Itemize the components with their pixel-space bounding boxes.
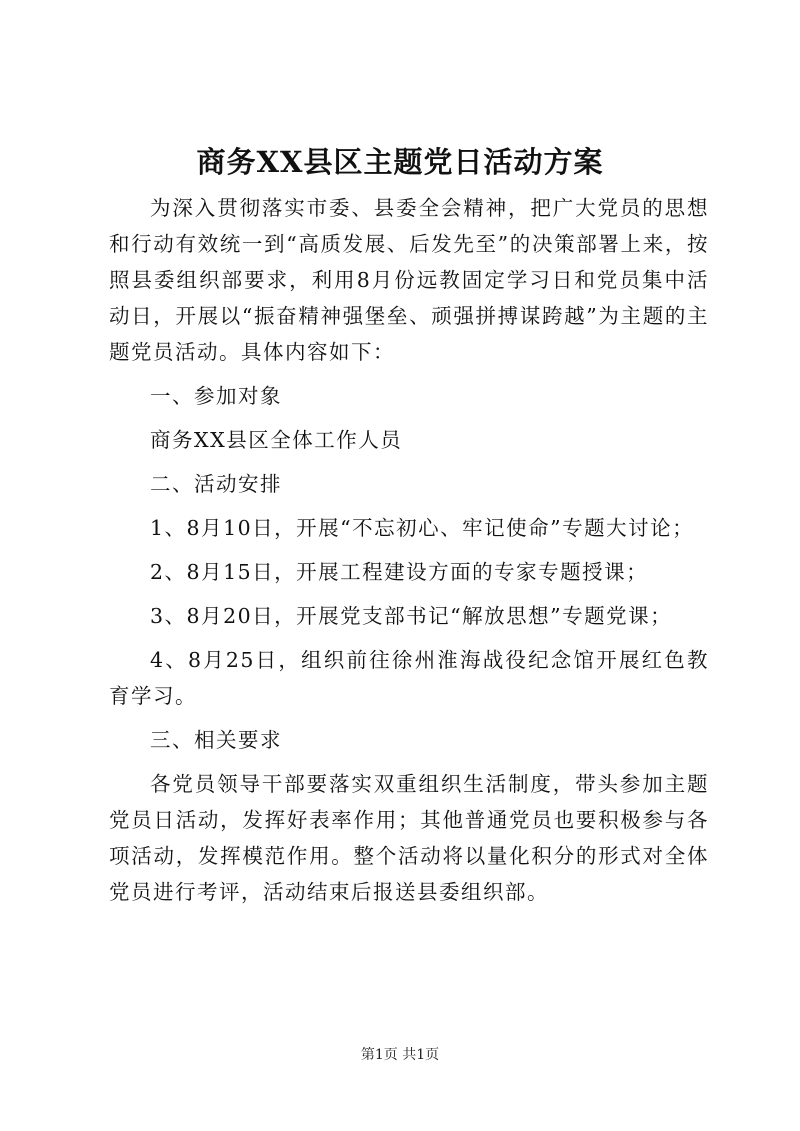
page-footer: 第1页 共1页 (360, 1047, 440, 1063)
document-body (109, 190, 709, 910)
document-title: 商务XX县区主题党日活动方案 (196, 145, 604, 179)
requirements-paragraph: 各党员领导干部要落实双重组织生活制度，带头参加主题党员日活动，发挥好表率作用；其他普通党员也要积极参与各项活动，发挥模范作用。整个活动将以量化积分的形式对全体党员进行考评，活动结束后报送县委组织部。 (109, 772, 709, 904)
schedule-item-4: 4、8月25日，组织前往徐州淮海战役纪念馆开展红色教育学习。 (109, 648, 709, 708)
schedule-item-1: 1、8月10日，开展“不忘初心、牢记使命”专题大讨论； (150, 516, 695, 540)
section-heading-schedule: 二、活动安排 (150, 472, 282, 496)
intro-paragraph: 为深入贯彻落实市委、县委全会精神，把广大党员的思想和行动有效统一到“高质发展、后发先至”的决策部署上来，按照县委组织部要求，利用8月份远教固定学习日和党员集中活动日，开展以“振奋精神强堡垒、顽强拼搏谋跨越”为主题的主题党员活动。具体内容如下： (109, 196, 709, 364)
schedule-item-2: 2、8月15日，开展工程建设方面的专家专题授课； (150, 560, 649, 584)
section-heading-participants: 一、参加对象 (150, 384, 282, 408)
schedule-item-3: 3、8月20日，开展党支部书记“解放思想”专题党课； (150, 604, 673, 628)
section-heading-requirements: 三、相关要求 (150, 728, 282, 752)
participants-paragraph: 商务XX县区全体工作人员 (150, 428, 403, 452)
